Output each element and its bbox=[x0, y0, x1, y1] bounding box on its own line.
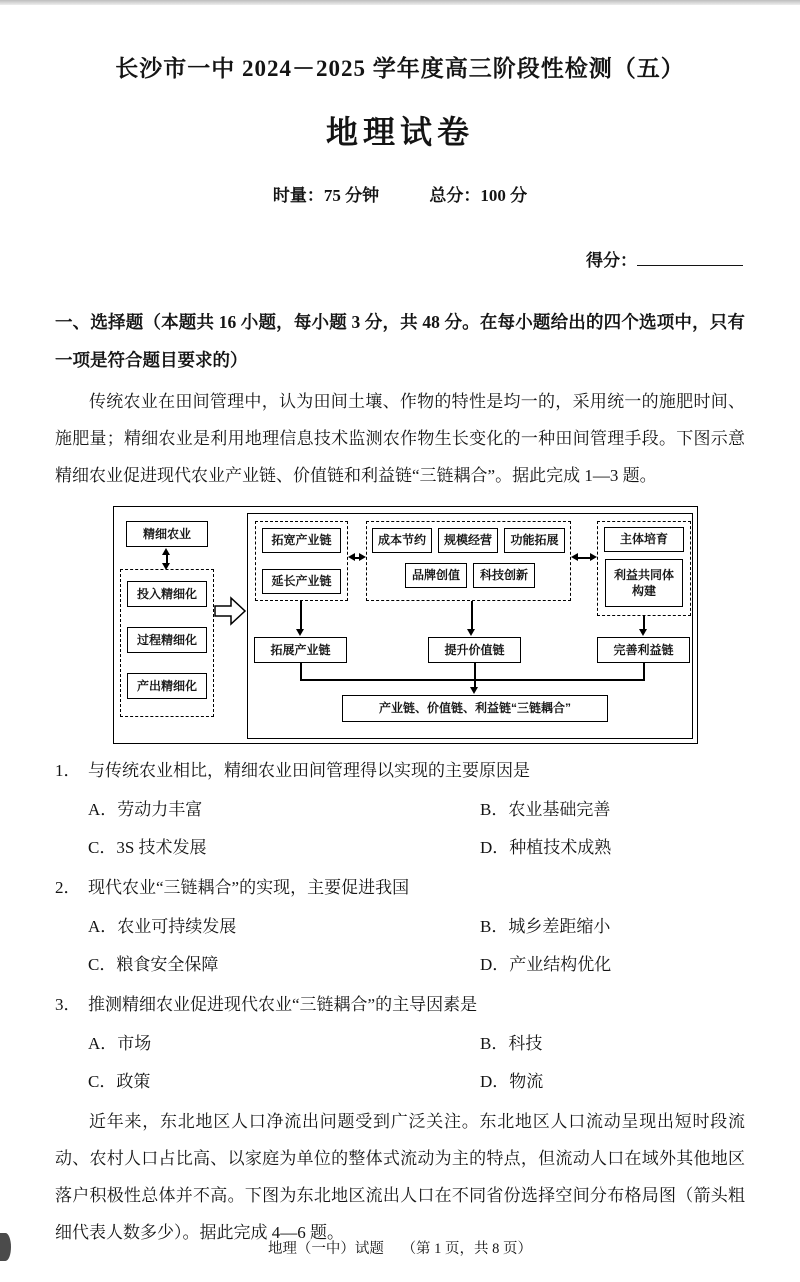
duration-label: 时量：75 分钟 bbox=[272, 186, 380, 205]
question-number: 2． bbox=[55, 878, 81, 897]
box-enhance-value-chain: 提升价值链 bbox=[428, 637, 521, 663]
box-process-refinement: 过程精细化 bbox=[127, 627, 207, 653]
question-3 bbox=[55, 991, 745, 1095]
option-d: D．种植技术成熟 bbox=[480, 838, 612, 857]
question-stem bbox=[55, 757, 745, 785]
box-tech-innovation: 科技创新 bbox=[473, 563, 535, 588]
option-c: C．粮食安全保障 bbox=[88, 955, 219, 974]
passage-2: 近年来，东北地区人口净流出问题受到广泛关注。东北地区人口流动呈现出短时段流动、农村人口占比高、以家庭为单位的整体式流动为主的特点，但流动人口在域外其他地区落户积极性总体并不高。下图为东北地区流出人口在不同省份选择空间分布格局图（箭头粗细代表人数多少）。据此完成 4—6 题。 bbox=[55, 1112, 745, 1242]
option-b: B．城乡差距缩小 bbox=[480, 917, 611, 936]
connector-line bbox=[643, 616, 645, 630]
option-c: C．政策 bbox=[88, 1072, 151, 1091]
box-widen-industry-chain: 拓宽产业链 bbox=[262, 528, 341, 553]
question-1 bbox=[55, 757, 745, 861]
question-text: 现代农业“三链耦合”的实现，主要促进我国 bbox=[88, 878, 410, 897]
exam-meta bbox=[55, 181, 745, 206]
option-a: A．农业可持续发展 bbox=[88, 917, 237, 936]
connector-line bbox=[300, 601, 302, 630]
box-brand-value: 品牌创值 bbox=[405, 563, 467, 588]
box-interest-community: 利益共同体构建 bbox=[605, 559, 683, 607]
box-subject-cultivation: 主体培育 bbox=[604, 527, 684, 552]
connector-line bbox=[300, 679, 645, 681]
footer-paper-name: 地理（一中）试题 bbox=[267, 1241, 384, 1257]
score-row bbox=[55, 246, 745, 271]
option-b: B．科技 bbox=[480, 1034, 543, 1053]
question-text: 与传统农业相比，精细农业田间管理得以实现的主要原因是 bbox=[88, 761, 530, 780]
page-footer bbox=[0, 1237, 800, 1258]
box-input-refinement: 投入精细化 bbox=[127, 581, 207, 607]
box-scale-operation: 规模经营 bbox=[438, 528, 498, 553]
question-text: 推测精细农业促进现代农业“三链耦合”的主导因素是 bbox=[88, 995, 478, 1014]
box-output-refinement: 产出精细化 bbox=[127, 673, 207, 699]
three-chain-coupling-diagram bbox=[113, 506, 698, 744]
option-a: A．市场 bbox=[88, 1034, 152, 1053]
connector-line bbox=[300, 663, 302, 679]
arrowhead-right-icon bbox=[590, 553, 597, 561]
paper-title: 地理试卷 bbox=[325, 114, 474, 150]
connector-line bbox=[643, 663, 645, 679]
photo-top-edge bbox=[0, 0, 800, 5]
option-d: D．物流 bbox=[480, 1072, 544, 1091]
option-b: B．农业基础完善 bbox=[480, 800, 611, 819]
connector-line bbox=[474, 663, 476, 679]
connector-line bbox=[577, 557, 591, 559]
box-three-chain-coupling: 产业链、价值链、利益链“三链耦合” bbox=[342, 695, 608, 722]
score-label: 得分： bbox=[586, 251, 637, 270]
big-right-arrow-icon bbox=[214, 595, 247, 627]
footer-page-number: （第 1 页，共 8 页） bbox=[401, 1241, 533, 1257]
connector-line bbox=[471, 601, 473, 630]
box-expand-industry-chain: 拓展产业链 bbox=[254, 637, 347, 663]
total-score-label: 总分：100 分 bbox=[429, 186, 528, 205]
box-function-expansion: 功能拓展 bbox=[504, 528, 565, 553]
options-group bbox=[55, 902, 745, 978]
arrowhead-right-icon bbox=[359, 553, 366, 561]
box-precision-agriculture: 精细农业 bbox=[126, 521, 208, 547]
question-number: 3． bbox=[55, 995, 81, 1014]
option-d: D．产业结构优化 bbox=[480, 955, 612, 974]
box-cost-saving: 成本节约 bbox=[372, 528, 432, 553]
question-2 bbox=[55, 874, 745, 978]
question-number: 1． bbox=[55, 761, 81, 780]
arrowhead-down-icon bbox=[639, 629, 647, 636]
arrowhead-down-icon bbox=[470, 687, 478, 694]
options-group bbox=[55, 785, 745, 861]
arrowhead-down-icon bbox=[467, 629, 475, 636]
photo-artifact bbox=[0, 1233, 11, 1261]
arrowhead-down-icon bbox=[296, 629, 304, 636]
exam-title: 长沙市一中 2024－2025 学年度高三阶段性检测（五） bbox=[115, 56, 685, 81]
passage-1: 传统农业在田间管理中，认为田间土壤、作物的特性是均一的，采用统一的施肥时间、施肥量；精细农业是利用地理信息技术监测农作物生长变化的一种田间管理手段。下图示意精细农业促进现代农业产业链、价值链和利益链“三链耦合”。据此完成 1—3 题。 bbox=[55, 392, 745, 485]
option-c: C．3S 技术发展 bbox=[88, 838, 207, 857]
box-improve-interest-chain: 完善利益链 bbox=[597, 637, 690, 663]
box-extend-industry-chain: 延长产业链 bbox=[262, 569, 341, 594]
options-group bbox=[55, 1019, 745, 1095]
score-blank-line bbox=[637, 252, 743, 266]
option-a: A．劳动力丰富 bbox=[88, 800, 203, 819]
section-heading: 一、选择题（本题共 16 小题，每小题 3 分，共 48 分。在每小题给出的四个选项中，只有一项是符合题目要求的） bbox=[55, 312, 745, 370]
question-stem bbox=[55, 874, 745, 902]
question-stem bbox=[55, 991, 745, 1019]
